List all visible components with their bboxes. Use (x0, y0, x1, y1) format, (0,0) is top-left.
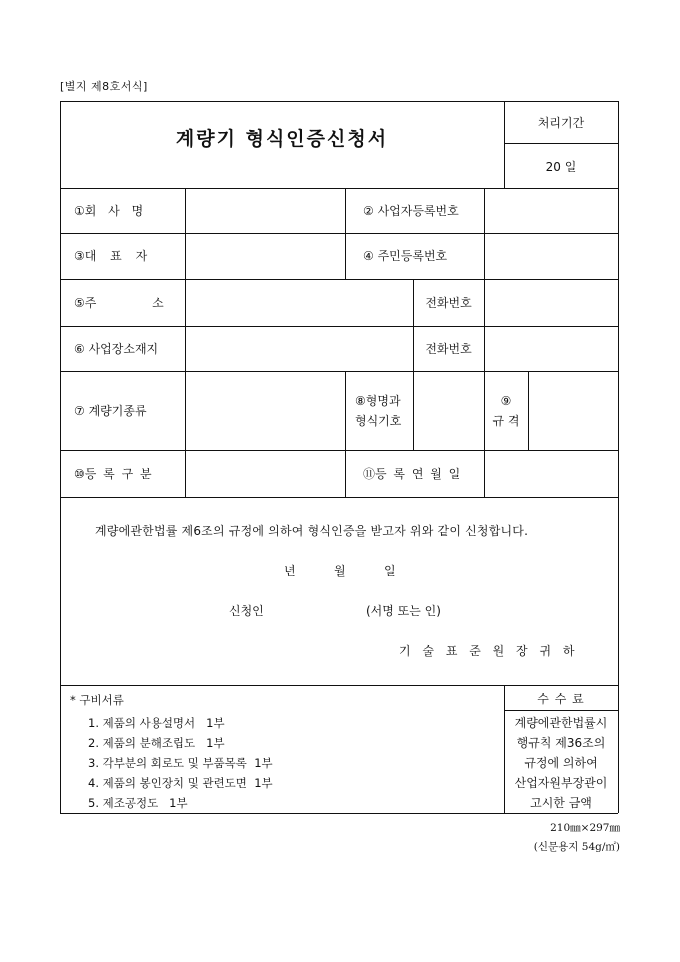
reg-category-field[interactable] (186, 451, 344, 497)
reg-category-label: ⑩등 록 구 분 (74, 467, 152, 481)
resident-reg-field[interactable] (485, 234, 617, 279)
workplace-field[interactable] (186, 327, 412, 371)
date-day-label: 일 (384, 564, 396, 578)
applicant-label: 신청인 (229, 604, 264, 618)
document-item: 3. 각부분의 회로도 및 부품목록 1부 (88, 756, 273, 770)
fee-heading: 수 수 료 (537, 692, 585, 706)
declaration-statement: 계량에관한법률 제6조의 규정에 의하여 형식인증을 받고자 위와 같이 신청합니다. (95, 524, 529, 538)
date-month-label: 월 (334, 564, 346, 578)
spec-label-line1: ⑨ (500, 394, 512, 408)
address-field[interactable] (186, 280, 412, 326)
address-phone-label: 전화번호 (425, 296, 472, 310)
fee-line: 산업자원부장관이 (514, 776, 608, 790)
form-number-label: [별지 제8호서식] (60, 80, 148, 93)
workplace-label: ⑥ 사업장소재지 (74, 342, 159, 356)
model-field[interactable] (414, 372, 483, 450)
model-label-line1: ⑧형명과 (355, 394, 401, 408)
document-item: 5. 제조공정도 1부 (88, 796, 188, 810)
documents-heading: * 구비서류 (70, 693, 124, 707)
fee-line: 계량에관한법률시 (514, 716, 608, 730)
paper-size: 210㎜×297㎜ (550, 822, 620, 834)
fee-line: 규정에 의하여 (524, 756, 598, 770)
processing-period-value: 20 일 (545, 160, 577, 174)
representative-label: ③대 표 자 (74, 249, 148, 263)
fee-line: 행규칙 제36조의 (516, 736, 606, 750)
address-label: ⑤주 소 (74, 296, 164, 310)
resident-reg-label: ④ 주민등록번호 (363, 249, 448, 263)
document-item: 4. 제품의 봉인장치 및 관련도면 1부 (88, 776, 273, 790)
reg-date-field[interactable] (485, 451, 617, 497)
representative-field[interactable] (186, 234, 344, 279)
date-year-label: 년 (284, 564, 296, 578)
business-reg-label: ② 사업자등록번호 (363, 204, 459, 218)
reg-date-label: ⑪등 록 연 월 일 (363, 467, 461, 481)
workplace-phone-label: 전화번호 (425, 342, 472, 356)
meter-type-field[interactable] (186, 372, 344, 450)
signature-label: (서명 또는 인) (366, 604, 441, 618)
meter-type-label: ⑦ 계량기종류 (74, 404, 147, 418)
processing-period-label: 처리기간 (537, 116, 585, 130)
fee-line: 고시한 금액 (530, 796, 592, 810)
paper-type: (신문용지 54g/㎡) (533, 841, 620, 853)
form-title: 계량기 형식인증신청서 (175, 128, 389, 150)
spec-label-line2: 규 격 (492, 414, 520, 428)
spec-field[interactable] (529, 372, 617, 450)
address-phone-field[interactable] (485, 280, 617, 326)
workplace-phone-field[interactable] (485, 327, 617, 371)
business-reg-field[interactable] (485, 189, 617, 233)
document-item: 1. 제품의 사용설명서 1부 (88, 716, 225, 730)
company-name-field[interactable] (186, 189, 344, 233)
model-label-line2: 형식기호 (355, 414, 402, 428)
document-item: 2. 제품의 분해조립도 1부 (88, 736, 225, 750)
company-name-label: ①회 사 명 (74, 204, 144, 218)
addressee: 기 술 표 준 원 장 귀 하 (399, 644, 577, 658)
